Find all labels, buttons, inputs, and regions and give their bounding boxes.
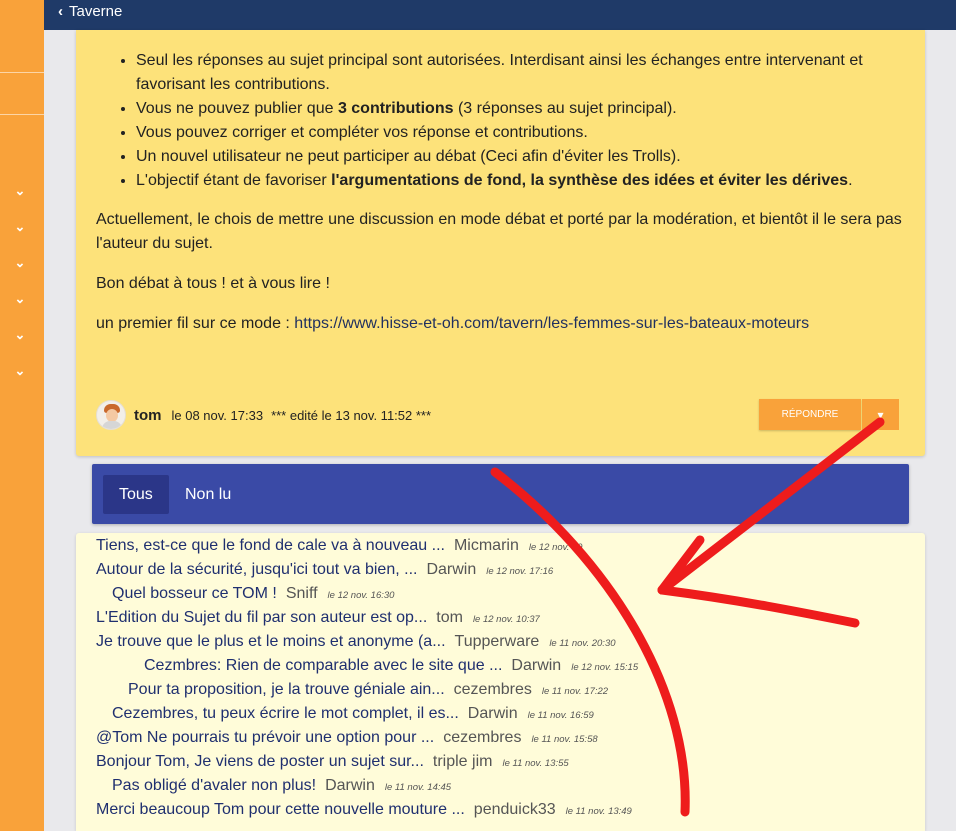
thread-row[interactable] — [128, 681, 608, 705]
thread-user[interactable]: Darwin — [325, 777, 375, 794]
thread-date: le 11 nov. 15:58 — [531, 734, 598, 745]
thread-title[interactable]: Quel bosseur ce TOM ! — [112, 585, 277, 602]
post-paragraph: Actuellement, le chois de mettre une discussion en mode débat et porté par la modération, et bientôt il le sera pas l'auteur du sujet. — [96, 211, 902, 252]
chevron-down-icon[interactable]: ⌄ — [14, 219, 26, 234]
post-paragraph: Bon débat à tous ! et à vous lire ! — [96, 275, 330, 292]
post-card — [76, 30, 925, 456]
thread-row[interactable] — [112, 705, 594, 729]
chevron-down-icon[interactable]: ⌄ — [14, 291, 26, 306]
thread-list — [76, 533, 925, 831]
back-link[interactable] — [58, 0, 122, 22]
thread-user[interactable]: tom — [436, 609, 463, 626]
thread-title[interactable]: Tiens, est-ce que le fond de cale va à nouveau ... — [96, 537, 445, 554]
post-date: le 08 nov. 17:33 — [171, 407, 264, 423]
chevron-down-icon[interactable]: ⌄ — [14, 255, 26, 270]
thread-row[interactable] — [144, 657, 638, 681]
thread-row[interactable] — [112, 777, 451, 801]
thread-date: le 12 nov. 15:15 — [571, 662, 639, 673]
thread-user[interactable]: cezembres — [443, 729, 522, 746]
rules-list — [136, 49, 896, 193]
thread-user[interactable]: triple jim — [432, 753, 493, 770]
back-label: Taverne — [69, 2, 123, 20]
thread-title[interactable]: Autour de la sécurité, jusqu'ici tout va bien, ... — [96, 561, 418, 578]
thread-date: le 11 nov. 13:49 — [565, 806, 632, 817]
chevron-down-icon[interactable]: ⌄ — [14, 183, 26, 198]
sidebar-divider — [0, 72, 44, 73]
thread-user[interactable]: penduick33 — [473, 801, 556, 818]
post-author — [96, 400, 431, 430]
rule-item: • Vous ne pouvez publier que 3 contributions (3 réponses au sujet principal). — [136, 97, 896, 121]
thread-title[interactable]: Cezmbres: Rien de comparable avec le site que ... — [144, 657, 503, 674]
thread-title[interactable]: Pour ta proposition, je la trouve géniale ain... — [128, 681, 445, 698]
thread-title[interactable]: Merci beaucoup Tom pour cette nouvelle mouture ... — [96, 801, 465, 818]
thread-row[interactable] — [112, 585, 394, 609]
chevron-down-icon[interactable]: ⌄ — [14, 363, 26, 378]
tab-unread[interactable]: Non lu — [185, 485, 232, 503]
tavern-link[interactable]: https://www.hisse-et-oh.com/tavern/les-femmes-sur-les-bateaux-moteurs — [294, 315, 810, 332]
thread-date: le 11 nov. 13:55 — [502, 758, 569, 769]
thread-row[interactable] — [96, 561, 553, 585]
filter-bar — [92, 464, 909, 524]
thread-title[interactable]: Bonjour Tom, Je viens de poster un sujet sur... — [96, 753, 424, 770]
thread-user[interactable]: cezembres — [453, 681, 532, 698]
thread-user[interactable]: Darwin — [426, 561, 477, 578]
chevron-down-icon[interactable]: ⌄ — [14, 327, 26, 342]
thread-user[interactable]: Darwin — [511, 657, 562, 674]
rule-item: • Seul les réponses au sujet principal sont autorisées. Interdisant ainsi les échanges entre intervenant et favorisant les contributions. — [136, 49, 896, 97]
thread-row[interactable] — [96, 753, 569, 777]
thread-title[interactable]: Je trouve que le plus et le moins et anonyme (a... — [96, 633, 446, 650]
sidebar-divider — [0, 114, 44, 115]
top-bar — [44, 0, 956, 30]
thread-date: le 12 nov. 10:37 — [472, 614, 540, 625]
tab-all[interactable]: Tous — [103, 475, 169, 514]
post-paragraph: un premier fil sur ce mode : https://www.hisse-et-oh.com/tavern/les-femmes-sur-les-bateaux-moteurs — [96, 315, 810, 332]
thread-date: le 12 nov. 17:16 — [486, 566, 554, 577]
thread-title[interactable]: @Tom Ne pourrais tu prévoir une option pour ... — [96, 729, 435, 746]
rule-item: • Vous pouvez corriger et compléter vos réponse et contributions. — [136, 121, 896, 145]
thread-row[interactable] — [96, 633, 616, 657]
thread-date: le 11 nov. 17:22 — [541, 686, 609, 697]
thread-date: le 12 nov. 16:30 — [327, 590, 395, 601]
rule-item: • Un nouvel utilisateur ne peut participer au débat (Ceci afin d'éviter les Trolls). — [136, 145, 896, 169]
rule-item: • L'objectif étant de favoriser l'argumentations de fond, la synthèse des idées et éviter les dérives. — [136, 169, 896, 193]
thread-user[interactable]: Darwin — [467, 705, 518, 722]
thread-user[interactable]: Micmarin — [453, 537, 519, 554]
reply-button[interactable]: RÉPONDRE — [759, 399, 861, 430]
author-name[interactable]: tom — [134, 406, 162, 424]
thread-row[interactable] — [96, 729, 598, 753]
thread-row[interactable] — [96, 537, 583, 561]
thread-title[interactable]: L'Edition du Sujet du fil par son auteur est op... — [96, 609, 428, 626]
thread-date: le 11 nov. 20:30 — [549, 638, 616, 649]
thread-title[interactable]: Pas obligé d'avaler non plus! — [112, 777, 317, 794]
chevron-left-icon: ‹ — [58, 2, 63, 20]
edited-note: *** edité le 13 nov. 11:52 *** — [271, 407, 432, 423]
more-options-button[interactable] — [862, 399, 899, 430]
thread-date: le 12 nov. 19 — [528, 542, 583, 553]
thread-row[interactable] — [96, 801, 632, 825]
sidebar — [0, 0, 44, 831]
thread-user[interactable]: Tupperware — [454, 633, 540, 650]
thread-user[interactable]: Sniff — [285, 585, 318, 602]
user-avatar-icon[interactable] — [96, 400, 126, 430]
thread-title[interactable]: Cezembres, tu peux écrire le mot complet, il es... — [112, 705, 459, 722]
thread-date: le 11 nov. 14:45 — [384, 782, 452, 793]
thread-date: le 11 nov. 16:59 — [527, 710, 594, 721]
chevron-down-icon: ▾ — [877, 407, 884, 422]
thread-row[interactable] — [96, 609, 540, 633]
